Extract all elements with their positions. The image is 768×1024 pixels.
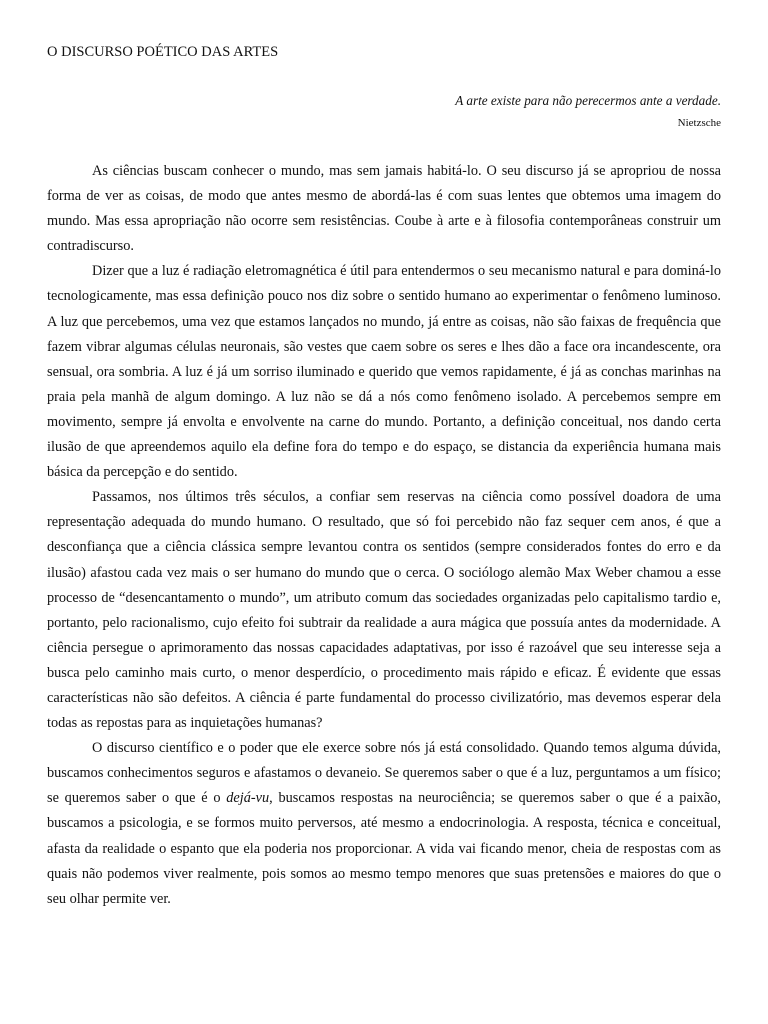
paragraph-text: Dizer que a luz é radiação eletromagnética é útil para entendermos o seu mecanismo natural e para dominá-lo tecnologicamente, mas essa definição pouco nos diz sobre o sentido humano ao experimentar o fenômeno luminoso. A luz que percebemos, uma vez que estamos lançados no mundo, já entre as coisas, não são faixas de frequência que fazem vibrar algumas células neuronais, são vestes que caem sobre os seres e lhes dão a face ora incandescente, ora sensual, ora sombria. A luz é já um sorriso iluminado e querido que vemos rapidamente, é já as conchas marinhas na praia pela manhã de algum domingo. A luz não se dá a nós como fenômeno isolado. A percebemos sempre em movimento, sempre já envolta e envolvente na carne do mundo. Portanto, a definição conceitual, nos dando certa ilusão de que apreendemos aquilo ela define fora do tempo e do espaço, se distancia da experiência humana mais básica da percepção e do sentido. — [47, 263, 721, 481]
paragraph — [47, 259, 721, 485]
paragraph-text: O discurso científico e o poder que ele exerce sobre nós já está consolidado. Quando temos alguma dúvida, buscamos conhecimentos seguros e afastamos o devaneio. Se queremos saber o que é a luz, perguntamos a um físico; se queremos saber o que é o — [47, 740, 721, 807]
paragraph — [47, 485, 721, 736]
paragraph — [47, 159, 721, 259]
italic-term: dejá-vu — [226, 790, 270, 807]
body-text — [47, 159, 721, 912]
paragraph-text: , buscamos respostas na neurociência; se queremos saber o que é a paixão, buscamos a psicologia, e se formos muito perversos, até mesmo a endocrinologia. A resposta, técnica e conceitual, afasta da realidade o espanto que ela poderia nos proporcionar. A vida vai ficando menor, cheia de respostas com as quais não podemos viver realmente, pois somos ao mesmo tempo menores que suas pretensões e maiores do que o seu olhar permite ver. — [47, 790, 721, 907]
epigraph-quote: A arte existe para não perecermos ante a verdade. — [455, 93, 721, 108]
epigraph — [455, 92, 721, 130]
document-title: O DISCURSO POÉTICO DAS ARTES — [47, 44, 279, 60]
epigraph-author: Nietzsche — [677, 117, 721, 129]
paragraph-text: As ciências buscam conhecer o mundo, mas sem jamais habitá-lo. O seu discurso já se apropriou de nossa forma de ver as coisas, de modo que antes mesmo de abordá-las é com suas lentes que obtemos uma imagem do mundo. Mas essa apropriação não ocorre sem resistências. Coube à arte e à filosofia contemporâneas construir um contradiscurso. — [47, 163, 721, 255]
paragraph — [47, 736, 721, 912]
paragraph-text: Passamos, nos últimos três séculos, a confiar sem reservas na ciência como possível doadora de uma representação adequada do mundo humano. O resultado, que só foi percebido não faz sequer cem anos, é que a desconfiança que a ciência clássica sempre levantou contra os sentidos (sempre considerados fontes do erro e da ilusão) afastou cada vez mais o ser humano do mundo que o cerca. O sociólogo alemão Max Weber chamou a esse processo de “desencantamento o mundo”, um atributo comum das sociedades organizadas pelo capitalismo tardio e, portanto, pelo racionalismo, cujo efeito foi subtrair da realidade a aura mágica que possuía antes da modernidade. A ciência persegue o aprimoramento das nossas capacidades adaptativas, por isso é razoável que seu interesse seja a busca pelo caminho mais curto, o menor desperdício, o procedimento mais rápido e eficaz. É evidente que essas características não são defeitos. A ciência é parte fundamental do processo civilizatório, mas devemos esperar dela todas as repostas para as inquietações humanas? — [47, 489, 721, 732]
